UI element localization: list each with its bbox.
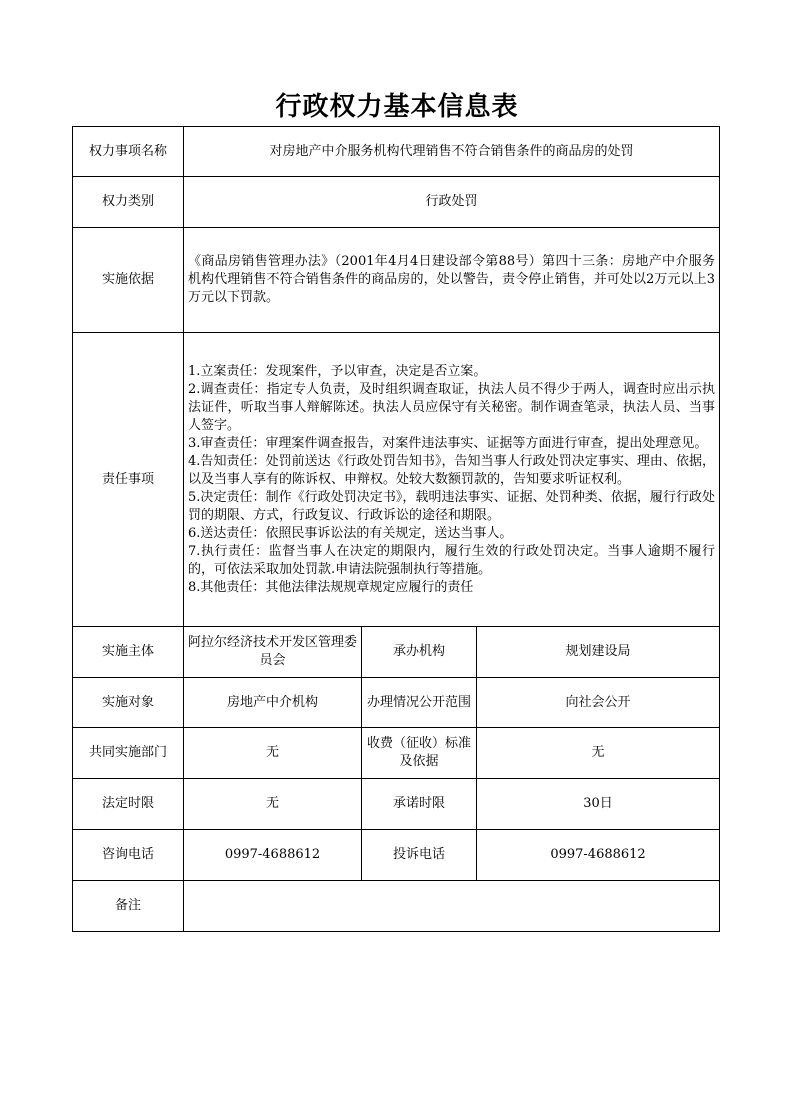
legal-limit-label: 法定时限 — [73, 779, 184, 830]
fee-label: 收费（征收）标准及依据 — [362, 728, 477, 779]
subject-label: 实施主体 — [73, 627, 184, 678]
name-label: 权力事项名称 — [73, 127, 184, 177]
agency-label: 承办机构 — [362, 627, 477, 678]
duty-item: 8.其他责任：其他法律法规规章规定应履行的责任 — [188, 579, 474, 595]
category-value: 行政处罚 — [184, 177, 720, 228]
remark-label: 备注 — [73, 881, 184, 932]
basis-label: 实施依据 — [73, 228, 184, 333]
row-basis — [73, 228, 720, 333]
row-subject — [73, 627, 720, 678]
row-duties — [73, 333, 720, 627]
row-phone — [73, 830, 720, 881]
complaint-phone-label: 投诉电话 — [362, 830, 477, 881]
row-remark — [73, 881, 720, 932]
row-joint — [73, 728, 720, 779]
page-title: 行政权力基本信息表 — [275, 92, 519, 122]
duty-item: 7.执行责任：监督当事人在决定的期限内，履行生效的行政处罚决定。当事人逾期不履行的，可依法采取加处罚款.申请法院强制执行等措施。 — [188, 543, 716, 577]
fee-value: 无 — [477, 728, 720, 779]
row-name — [73, 127, 720, 177]
target-label: 实施对象 — [73, 678, 184, 728]
duty-item: 2.调查责任：指定专人负责，及时组织调查取证，执法人员不得少于两人，调查时应出示执法证件，听取当事人辩解陈述。执法人员应保守有关秘密。制作调查笔录，执法人员、当事人签字。 — [188, 381, 716, 433]
subject-value: 阿拉尔经济技术开发区管理委员会 — [184, 627, 362, 678]
consult-phone-value: 0997-4688612 — [184, 830, 362, 881]
duties-label: 责任事项 — [73, 333, 184, 627]
duty-item: 6.送达责任：依照民事诉讼法的有关规定，送达当事人。 — [188, 525, 513, 541]
category-label: 权力类别 — [73, 177, 184, 228]
legal-limit-value: 无 — [184, 779, 362, 830]
row-time-limit — [73, 779, 720, 830]
disclosure-value: 向社会公开 — [477, 678, 720, 728]
duty-item: 4.告知责任：处罚前送达《行政处罚告知书》，告知当事人行政处罚决定事实、理由、依据，以及当事人享有的陈诉权、申辩权。处较大数额罚款的，告知要求听证权利。 — [188, 453, 716, 487]
duties-list — [184, 333, 720, 627]
basis-value: 《商品房销售管理办法》（2001年4月4日建设部令第88号）第四十三条：房地产中介服务机构代理销售不符合销售条件的商品房的，处以警告，责令停止销售，并可处以2万元以上3万元以下罚款。 — [184, 228, 720, 333]
joint-label: 共同实施部门 — [73, 728, 184, 779]
promise-limit-label: 承诺时限 — [362, 779, 477, 830]
consult-phone-label: 咨询电话 — [73, 830, 184, 881]
complaint-phone-value: 0997-4688612 — [477, 830, 720, 881]
name-value: 对房地产中介服务机构代理销售不符合销售条件的商品房的处罚 — [184, 127, 720, 177]
duty-item: 1.立案责任：发现案件，予以审查，决定是否立案。 — [188, 363, 487, 379]
target-value: 房地产中介机构 — [184, 678, 362, 728]
duty-item: 5.决定责任：制作《行政处罚决定书》，载明违法事实、证据、处罚种类、依据，履行行政处罚的期限、方式，行政复议、行政诉讼的途径和期限。 — [188, 489, 716, 523]
duty-item: 3.审查责任：审理案件调查报告，对案件违法事实、证据等方面进行审查，提出处理意见。 — [188, 435, 708, 451]
info-table — [72, 126, 720, 932]
remark-value — [184, 881, 720, 932]
agency-value: 规划建设局 — [477, 627, 720, 678]
promise-limit-value: 30日 — [477, 779, 720, 830]
row-target — [73, 678, 720, 728]
joint-value: 无 — [184, 728, 362, 779]
disclosure-label: 办理情况公开范围 — [362, 678, 477, 728]
row-category — [73, 177, 720, 228]
